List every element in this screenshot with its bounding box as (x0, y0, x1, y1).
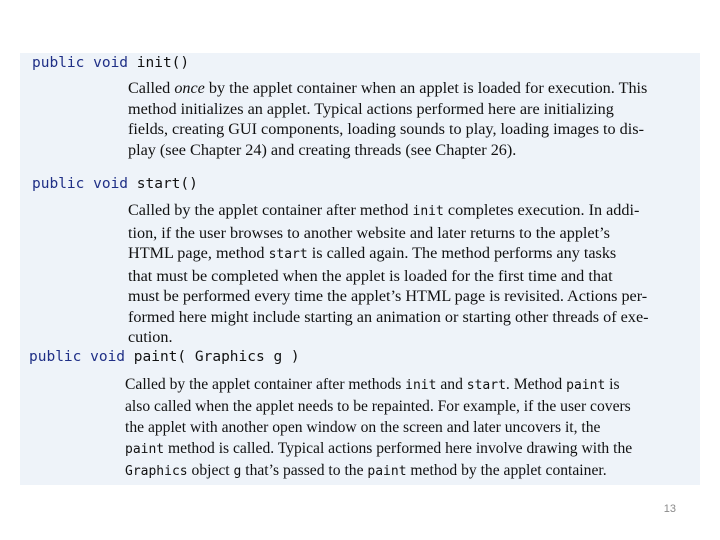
signature-keyword: public void (29, 349, 126, 365)
inline-code: start (466, 378, 506, 393)
text-run: completes execution. In addi- (443, 201, 640, 219)
description-line (125, 396, 632, 417)
text-run: . Method (505, 376, 567, 393)
text-run: the applet with another open window on the screen and later uncovers it, the (125, 419, 601, 436)
method-signature-init (32, 55, 189, 71)
inline-code: start (268, 247, 308, 262)
description-line (125, 460, 632, 482)
text-run: HTML page, method (128, 244, 269, 262)
text-run: fields, creating GUI components, loading sounds to play, loading images to dis- (128, 120, 644, 138)
description-line (128, 99, 647, 120)
text-run: method initializes an applet. Typical actions performed here are initializing (128, 99, 614, 118)
text-run: Called by the applet container after methods (125, 376, 406, 393)
description-line (128, 327, 649, 348)
method-signature-start (32, 176, 198, 192)
description-line (128, 200, 649, 223)
signature-name: start() (136, 176, 198, 192)
signature-keyword: public void (32, 55, 129, 71)
method-description-paint (125, 374, 632, 482)
description-line (128, 223, 649, 244)
text-run: play (see Chapter 24) and creating threads (see Chapter 26). (128, 140, 517, 159)
inline-code: paint (125, 442, 165, 457)
inline-code: g (233, 464, 242, 479)
inline-code: Graphics (125, 464, 188, 479)
text-run: by the applet container when an applet is loaded for execution. This (204, 79, 648, 97)
description-line (128, 140, 647, 161)
description-line (128, 243, 649, 266)
text-run: also called when the applet needs to be repainted. For example, if the user covers (125, 398, 631, 415)
text-run: that’s passed to the (241, 462, 368, 479)
page-number: 13 (663, 503, 676, 515)
description-line (128, 119, 647, 140)
text-run: and (436, 376, 467, 393)
text-run: tion, if the user browses to another website and later returns to the applet’s (128, 223, 610, 242)
description-line (125, 374, 632, 396)
inline-code: init (405, 378, 437, 393)
text-run: object (187, 462, 234, 479)
inline-code: paint (367, 464, 407, 479)
text-run: formed here might include starting an animation or starting other threads of exe- (128, 307, 649, 326)
inline-code: paint (566, 378, 606, 393)
text-run: that must be completed when the applet is loaded for the first time and that (128, 266, 613, 285)
text-run: method by the applet container. (406, 462, 607, 479)
text-run: must be performed every time the applet’s HTML page is revisited. Actions per- (128, 287, 648, 305)
text-run: method is called. Typical actions performed here involve drawing with the (164, 440, 633, 457)
signature-name: init() (136, 55, 190, 71)
method-signature-paint (29, 349, 300, 365)
method-description-init (128, 78, 647, 160)
description-line (125, 417, 632, 438)
inline-code: init (412, 204, 444, 219)
signature-name: paint( Graphics g ) (133, 349, 300, 365)
text-run: is (605, 376, 620, 393)
description-line (128, 286, 649, 307)
description-line (128, 78, 647, 99)
signature-keyword: public void (32, 176, 129, 192)
text-run: cution. (128, 328, 173, 346)
description-line (128, 266, 649, 287)
text-run: Called (128, 79, 175, 97)
description-line (128, 307, 649, 328)
method-description-start (128, 200, 649, 348)
text-run: is called again. The method performs any tasks (307, 244, 617, 262)
emphasis-text: once (174, 79, 205, 97)
text-run: Called by the applet container after method (128, 201, 413, 219)
description-line (125, 438, 632, 460)
